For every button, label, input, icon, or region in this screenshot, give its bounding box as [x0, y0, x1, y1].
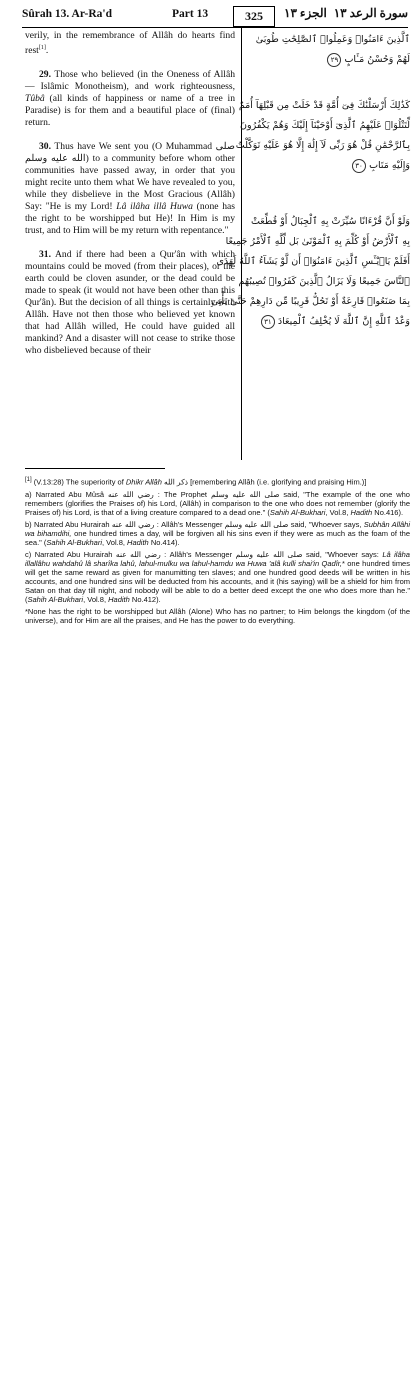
arabic-column: [210, 30, 410, 332]
verse-text: And if there had been a Qur'ân with which mountains could be moved (from their places), or the earth could be cloven asunder, or the dead could be made to speak (it would not have been other than this Qur'ân). But the decision of all things is certainly with Allâh. Have not then those who believed yet known that had Allâh willed, He could have guided all mankind? And a disaster will not cease to strike those who disbelieved because of their: [25, 249, 235, 357]
footnote-text: * one hundred times will get the same reward as given for manumitting ten slaves; and one hundred good deeds will be written in his accounts, and one hundred sins will be deducted from his accounts, and it (his saying) will be a shield for him from Satan on that day till night, and nobody will be able to do a better deed except the one who does more than he." (: [25, 558, 410, 604]
ayah-number-marker: ٢٩: [327, 53, 341, 67]
ayah-number-marker: ٣١: [261, 315, 275, 329]
arabic-line: بِٱلرَّحْمَٰنِ قُلْ هُوَ رَبِّى لَآ إِلَٰهَ إِلَّا هُوَ عَلَيْهِ تَوَكَّلْتُ: [235, 140, 410, 151]
arabic-line: [248, 156, 410, 176]
footnote-italic: Subhân Allâhi wa bihamdihi,: [25, 519, 410, 538]
verse-31: [25, 249, 235, 357]
footnote-italic: Dhikr Allâh: [125, 477, 162, 487]
footnote-text: No.414).: [148, 537, 180, 547]
footnote-mark: [1]: [25, 477, 32, 483]
footnote-mark: [1]: [38, 45, 46, 51]
arabic-line: [248, 312, 410, 332]
arabic-line: لِّتَتْلُوَا۟ عَلَيْهِمُ ٱلَّذِىٓ أَوْحَيْنَآ إِلَيْكَ وَهُمْ يَكْفُرُونَ: [240, 120, 410, 131]
footnote-italic: Hadith: [108, 594, 130, 604]
verse-text: Those who believed (in the Oneness of Allâh — Islâmic Monotheism), and work righteousness,: [25, 69, 235, 93]
footnote-star: *None has the right to be worshipped but Allâh (Alone) Who has no partner; to Him belongs the kingdom (of the universe), and for Him are all the praises, and He has the power to do everything.: [25, 606, 410, 625]
footnote-text: , Vol.8,: [102, 537, 128, 547]
verse-29: [25, 69, 235, 129]
surah-title: Sûrah 13. Ar-Ra'd: [22, 8, 112, 20]
footnote-text: , Vol.8,: [83, 594, 109, 604]
arabic-part-label: الجزء ۱۳: [284, 6, 327, 20]
ayah-29: [248, 30, 410, 70]
footnote-italic: Hadith: [127, 537, 149, 547]
verse-italic: Tûbâ: [25, 93, 45, 105]
part-label: Part 13: [172, 8, 209, 20]
arabic-line: أَفَلَمْ يَا۟يْـَٔسِ ٱلَّذِينَ ءَامَنُوٓا۟ أَن لَّوْ يَشَآءُ ٱللَّهُ لَهَدَى: [216, 256, 410, 267]
footnote-text: b) Narrated Abu Hurairah رضي الله عنه : Allâh's Messenger صلى الله عليه وسلم said, "Whoever says,: [25, 519, 364, 529]
footnote-b: [25, 520, 410, 547]
arabic-line: [248, 50, 410, 70]
translation-column: [25, 30, 235, 369]
verse-italic: Lâ ilâha illâ Huwa: [116, 201, 193, 213]
arabic-text: وَعْدُ ٱللَّهِ إِنَّ ٱللَّهَ لَا يُخْلِفُ ٱلْمِيعَادَ: [277, 316, 410, 327]
arabic-surah-title: سورة الرعد ۱۳: [333, 6, 408, 20]
footnote-italic: Hadith: [350, 507, 373, 517]
arabic-text: لَهُمْ وَحُسْنُ مَـَٔابٍ: [344, 54, 410, 65]
footnote-text: No.412).: [129, 594, 161, 604]
ayah-31: [210, 212, 410, 332]
page-header: [22, 5, 408, 28]
footnote-italic: Lâ ilâha illallâhu wahdahû lâ sharîka lahû, lahul-mulku wa lahul-hamdu wa Huwa 'alâ kulli shai'in Qadîr,: [25, 549, 410, 568]
arabic-line: ٱلنَّاسَ جَمِيعًا وَلَا يَزَالُ ٱلَّذِينَ كَفَرُوا۟ تُصِيبُهُم: [238, 276, 410, 287]
footnote-a: [25, 490, 410, 517]
footnote-text: c) Narrated Abu Hurairah رضي الله عنه : Allâh's Messenger صلى الله عليه وسلم said, "Whoever says:: [25, 549, 383, 559]
verse-text: verily, in the remembrance of Allâh do hearts find rest: [25, 30, 235, 57]
footnote-text: one hundred times a day, will be forgiven all his sins even if they were as much as the foam of the sea." (: [25, 528, 410, 547]
footnote-c: [25, 550, 410, 604]
footnote-1: [25, 476, 410, 487]
arabic-line: وَلَوْ أَنَّ قُرْءَانًا سُيِّرَتْ بِهِ ٱلْجِبَالُ أَوْ قُطِّعَتْ: [250, 216, 410, 227]
arabic-line: كَذَٰلِكَ أَرْسَلْنَٰكَ فِىٓ أُمَّةٍ قَدْ خَلَتْ مِن قَبْلِهَآ أُمَمٌ: [238, 100, 410, 111]
verse-text: Thus have We sent you (O Muhammad صلى الله عليه وسلم) to a community before whom other communities have passed away, in order that you might recite unto them what We have revealed to you, while they disbelieve in the Most Gracious (Allâh) Say: "He is my Lord!: [25, 141, 235, 213]
verse-text: (all kinds of happiness or name of a tree in Paradise) is for them and a beautiful place of (final) return.: [25, 93, 235, 129]
verse-number: 29.: [39, 69, 51, 81]
footnote-italic: Sahih Al-Bukhari: [46, 537, 103, 547]
arabic-text: وَإِلَيْهِ مَتَابِ: [369, 160, 410, 171]
arabic-line: بِمَا صَنَعُوا۟ قَارِعَةٌ أَوْ تَحُلُّ قَرِيبًا مِّن دَارِهِمْ حَتَّىٰ يَأْتِىَ: [210, 296, 410, 307]
verse-number: 30.: [39, 141, 51, 153]
page-number: 325: [233, 6, 275, 27]
footnote-text: No.416).: [372, 507, 404, 517]
ayah-30: [235, 96, 410, 176]
ayah-number-marker: ٣٠: [352, 159, 366, 173]
arabic-line: ٱلَّذِينَ ءَامَنُوا۟ وَعَمِلُوا۟ ٱلصَّٰلِحَٰتِ طُوبَىٰ: [255, 34, 410, 45]
footnote-text: a) Narrated Abu Mûsâ رضي الله عنه : The Prophet صلى الله عليه وسلم said, "The example of the one who remembers (glorifies the Praises of) his Lord, (Allâh) in comparison to the one who does not remember (glorify the Praises of) his Lord, is that of a living creature compared to a dead one." (: [25, 489, 410, 517]
footnote-text: (V.13:28) The superiority of: [31, 477, 126, 487]
arabic-line: بِهِ ٱلْأَرْضُ أَوْ كُلِّمَ بِهِ ٱلْمَوْتَىٰ بَل لِّلَّهِ ٱلْأَمْرُ جَمِيعًا: [225, 236, 410, 247]
footnote-italic: Sahih Al-Bukhari: [269, 507, 326, 517]
verse-number: 31.: [39, 249, 51, 261]
footnote-text: ذكر الله [remembering Allâh (i.e. glorifying and praising Him.)]: [161, 477, 367, 487]
verse-28-continuation: verily, in the remembrance of Allâh do hearts find rest[1].: [25, 30, 235, 57]
footnote-separator: [25, 468, 165, 469]
footnote-text: , Vol.8,: [325, 507, 351, 517]
footnotes: [25, 476, 410, 628]
verse-text: (none has the right to be worshipped but He)! In Him is my trust, and to Him will be my return with repentance.": [25, 201, 236, 237]
verse-30: [25, 141, 235, 237]
footnote-italic: Sahih Al-Bukhari: [27, 594, 84, 604]
